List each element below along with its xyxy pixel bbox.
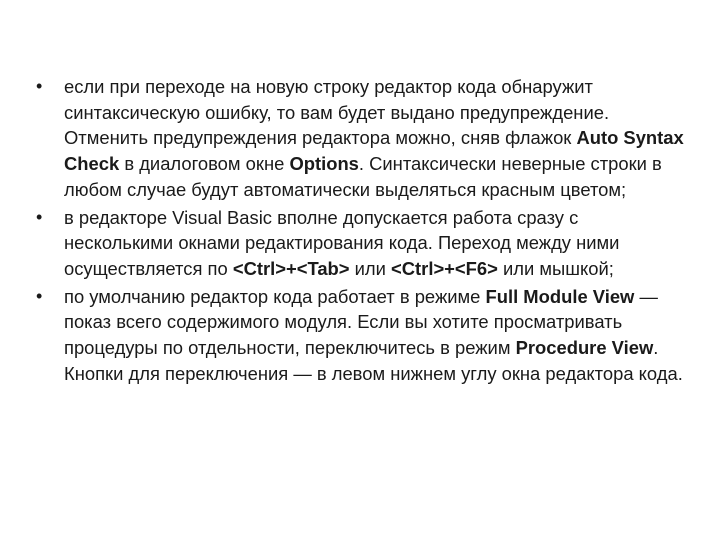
text-run: . Кнопки для переключения — в левом нижнем углу окна редактора кода. <box>64 337 683 384</box>
bullet-text <box>64 286 683 384</box>
bullet-item <box>36 284 686 387</box>
bold-term-auto-syntax-check: Auto Syntax Check <box>64 127 684 175</box>
text-run: в редакторе Visual Basic вполне допускается работа сразу с несколькими окнами редактирования кода. Переход между ними осуществляется по <box>64 206 620 279</box>
bullet-icon: • <box>36 206 43 227</box>
text-run: по умолчанию редактор кода работает в режиме <box>64 285 486 307</box>
text-run: или мышкой; <box>497 257 614 279</box>
text-run: . Синтаксически неверные строки в любом случае будут автоматически выделяться красным цветом; <box>64 153 662 200</box>
text-run: если при переходе на новую строку редактор кода обнаружит синтаксическую ошибку, то вам будет выдано предупреждение. Отменить предупреждения редактора можно, сняв флажок <box>64 76 610 149</box>
bold-term-full-module-view: Full Module View <box>485 285 635 307</box>
text-run: — показ всего содержимого модуля. Если вы хотите просматривать процедуры по отдельности, переключитесь в режим <box>64 285 658 359</box>
bullet-text <box>64 207 619 279</box>
bold-shortcut-ctrl-f6: <Ctrl>+<F6> <box>391 257 498 279</box>
bullet-item <box>36 74 686 203</box>
bullet-list <box>36 74 686 388</box>
bullet-item <box>36 205 686 282</box>
text-run: или <box>349 257 392 279</box>
bullet-icon: • <box>36 76 43 96</box>
bold-term-procedure-view: Procedure View <box>515 337 654 359</box>
bold-term-options: Options <box>289 153 359 175</box>
bullet-icon: • <box>36 285 43 306</box>
text-run: в диалоговом окне <box>119 153 290 175</box>
bullet-text <box>64 76 684 200</box>
bold-shortcut-ctrl-tab: <Ctrl>+<Tab> <box>232 257 350 279</box>
